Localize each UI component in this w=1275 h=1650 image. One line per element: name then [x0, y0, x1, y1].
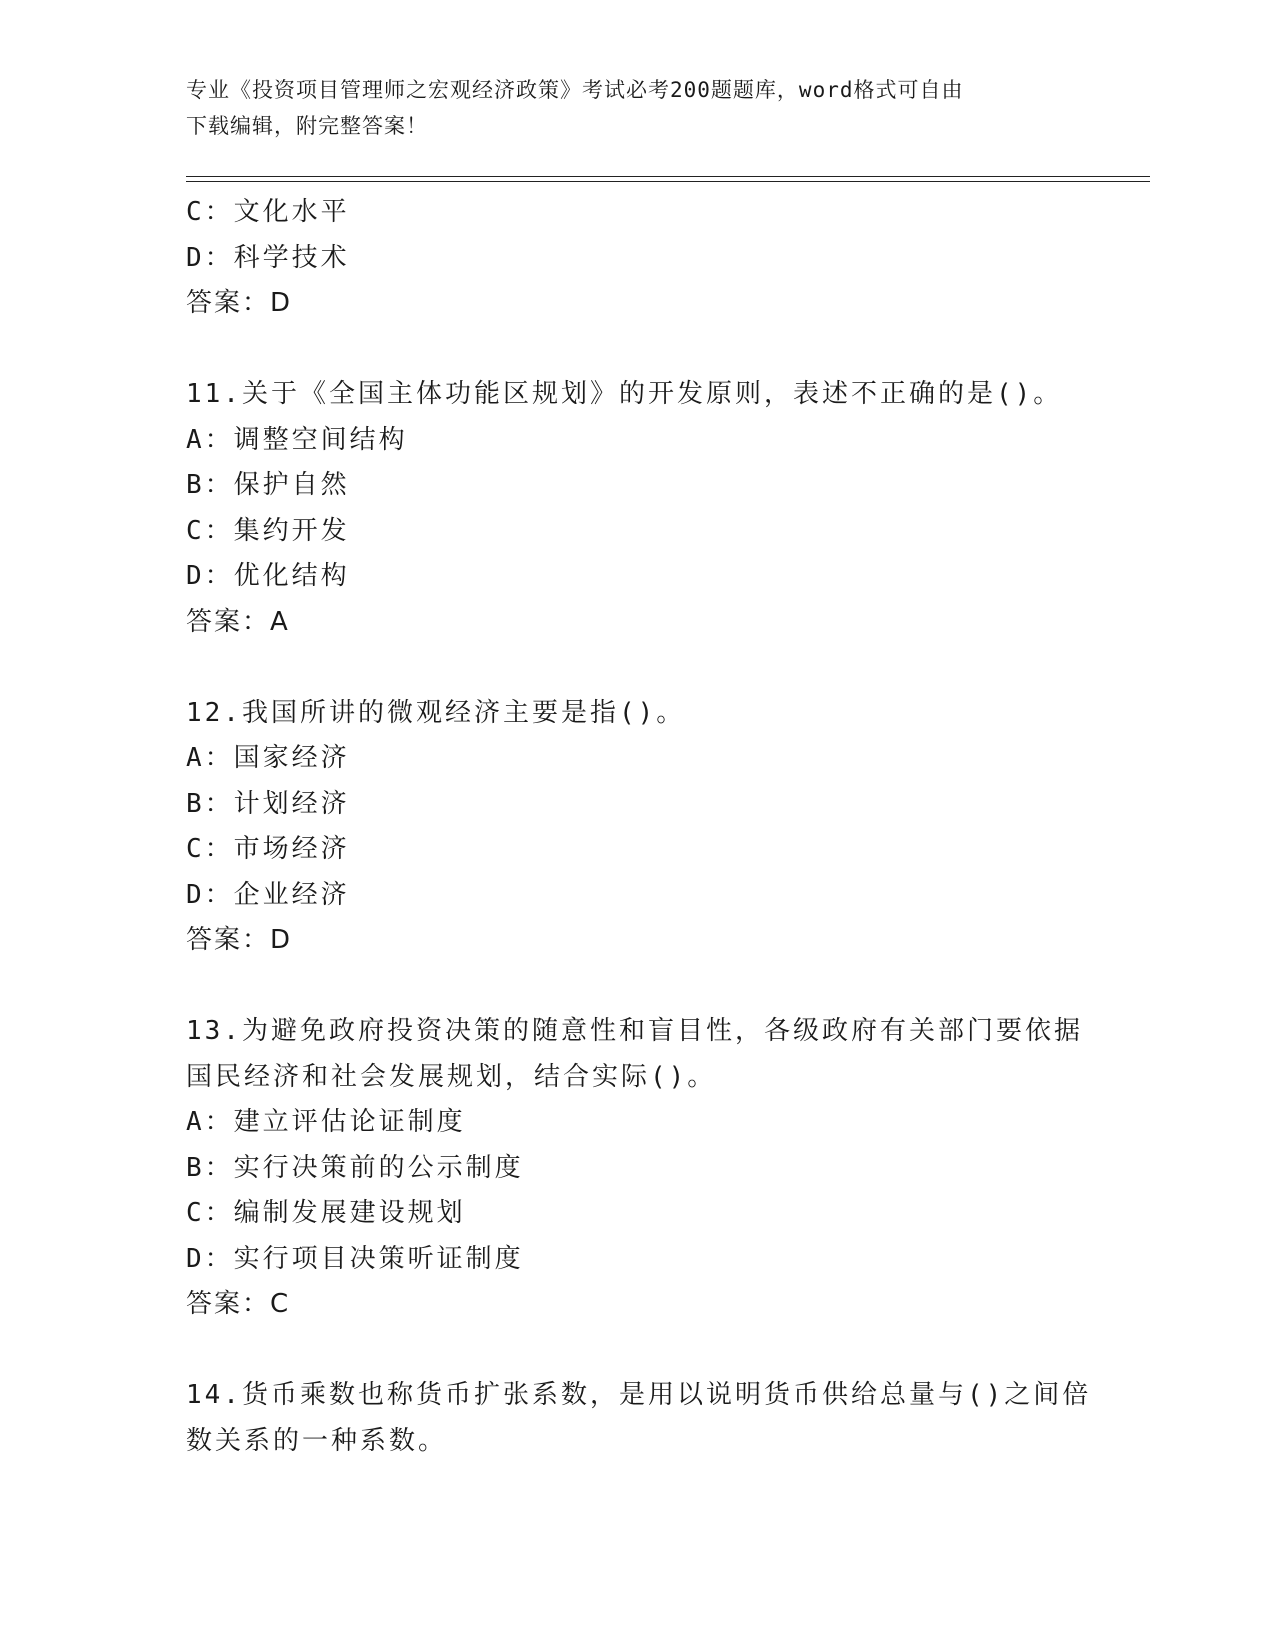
question-block-14 — [186, 1373, 1092, 1464]
question-stem — [186, 691, 1086, 737]
answer-line: 答案：D — [186, 288, 293, 318]
answer-line: 答案：D — [186, 925, 293, 955]
option-c: C：文化水平 — [186, 197, 350, 227]
option-a: A：调整空间结构 — [186, 424, 408, 455]
header-line-1: 专业《投资项目管理师之宏观经济政策》考试必考200题题库，word格式可自由 — [186, 78, 964, 102]
stem-line: 12.我国所讲的微观经济主要是指()。 — [186, 697, 686, 728]
header-divider-top — [186, 176, 1150, 177]
question-block-12 — [186, 691, 1086, 964]
question-block-13 — [186, 1009, 1086, 1328]
header-divider-bottom — [186, 181, 1150, 182]
header-line-2: 下载编辑，附完整答案！ — [186, 114, 428, 138]
option-c: C：编制发展建设规划 — [186, 1198, 466, 1228]
stem-line: 13.为避免政府投资决策的随意性和盲目性，各级政府有关部门要依据 — [186, 1016, 1083, 1046]
option-b: B：实行决策前的公示制度 — [186, 1152, 524, 1183]
option-d: D：优化结构 — [186, 561, 350, 591]
answer-line: 答案：C — [186, 1289, 291, 1319]
stem-line: 国民经济和社会发展规划，结合实际()。 — [186, 1061, 717, 1092]
stem-line: 11.关于《全国主体功能区规划》的开发原则，表述不正确的是()。 — [186, 379, 1063, 409]
question-stem — [186, 372, 1086, 418]
question-list — [186, 190, 1092, 1464]
option-d: D：企业经济 — [186, 879, 350, 910]
option-d: D：实行项目决策听证制度 — [186, 1243, 524, 1274]
option-a: A：国家经济 — [186, 743, 350, 773]
document-header — [186, 72, 1066, 144]
question-block-10 — [186, 190, 1086, 327]
option-a: A：建立评估论证制度 — [186, 1107, 466, 1137]
option-d: D：科学技术 — [186, 242, 350, 273]
question-stem — [186, 1373, 1092, 1464]
question-block-11 — [186, 372, 1086, 645]
stem-line: 数关系的一种系数。 — [186, 1425, 448, 1456]
answer-line: 答案：A — [186, 606, 290, 637]
option-b: B：保护自然 — [186, 470, 350, 500]
question-stem — [186, 1009, 1086, 1100]
option-c: C：集约开发 — [186, 515, 350, 546]
option-c: C：市场经济 — [186, 834, 350, 864]
stem-line: 14.货币乘数也称货币扩张系数，是用以说明货币供给总量与()之间倍 — [186, 1380, 1092, 1410]
option-b: B：计划经济 — [186, 788, 350, 819]
